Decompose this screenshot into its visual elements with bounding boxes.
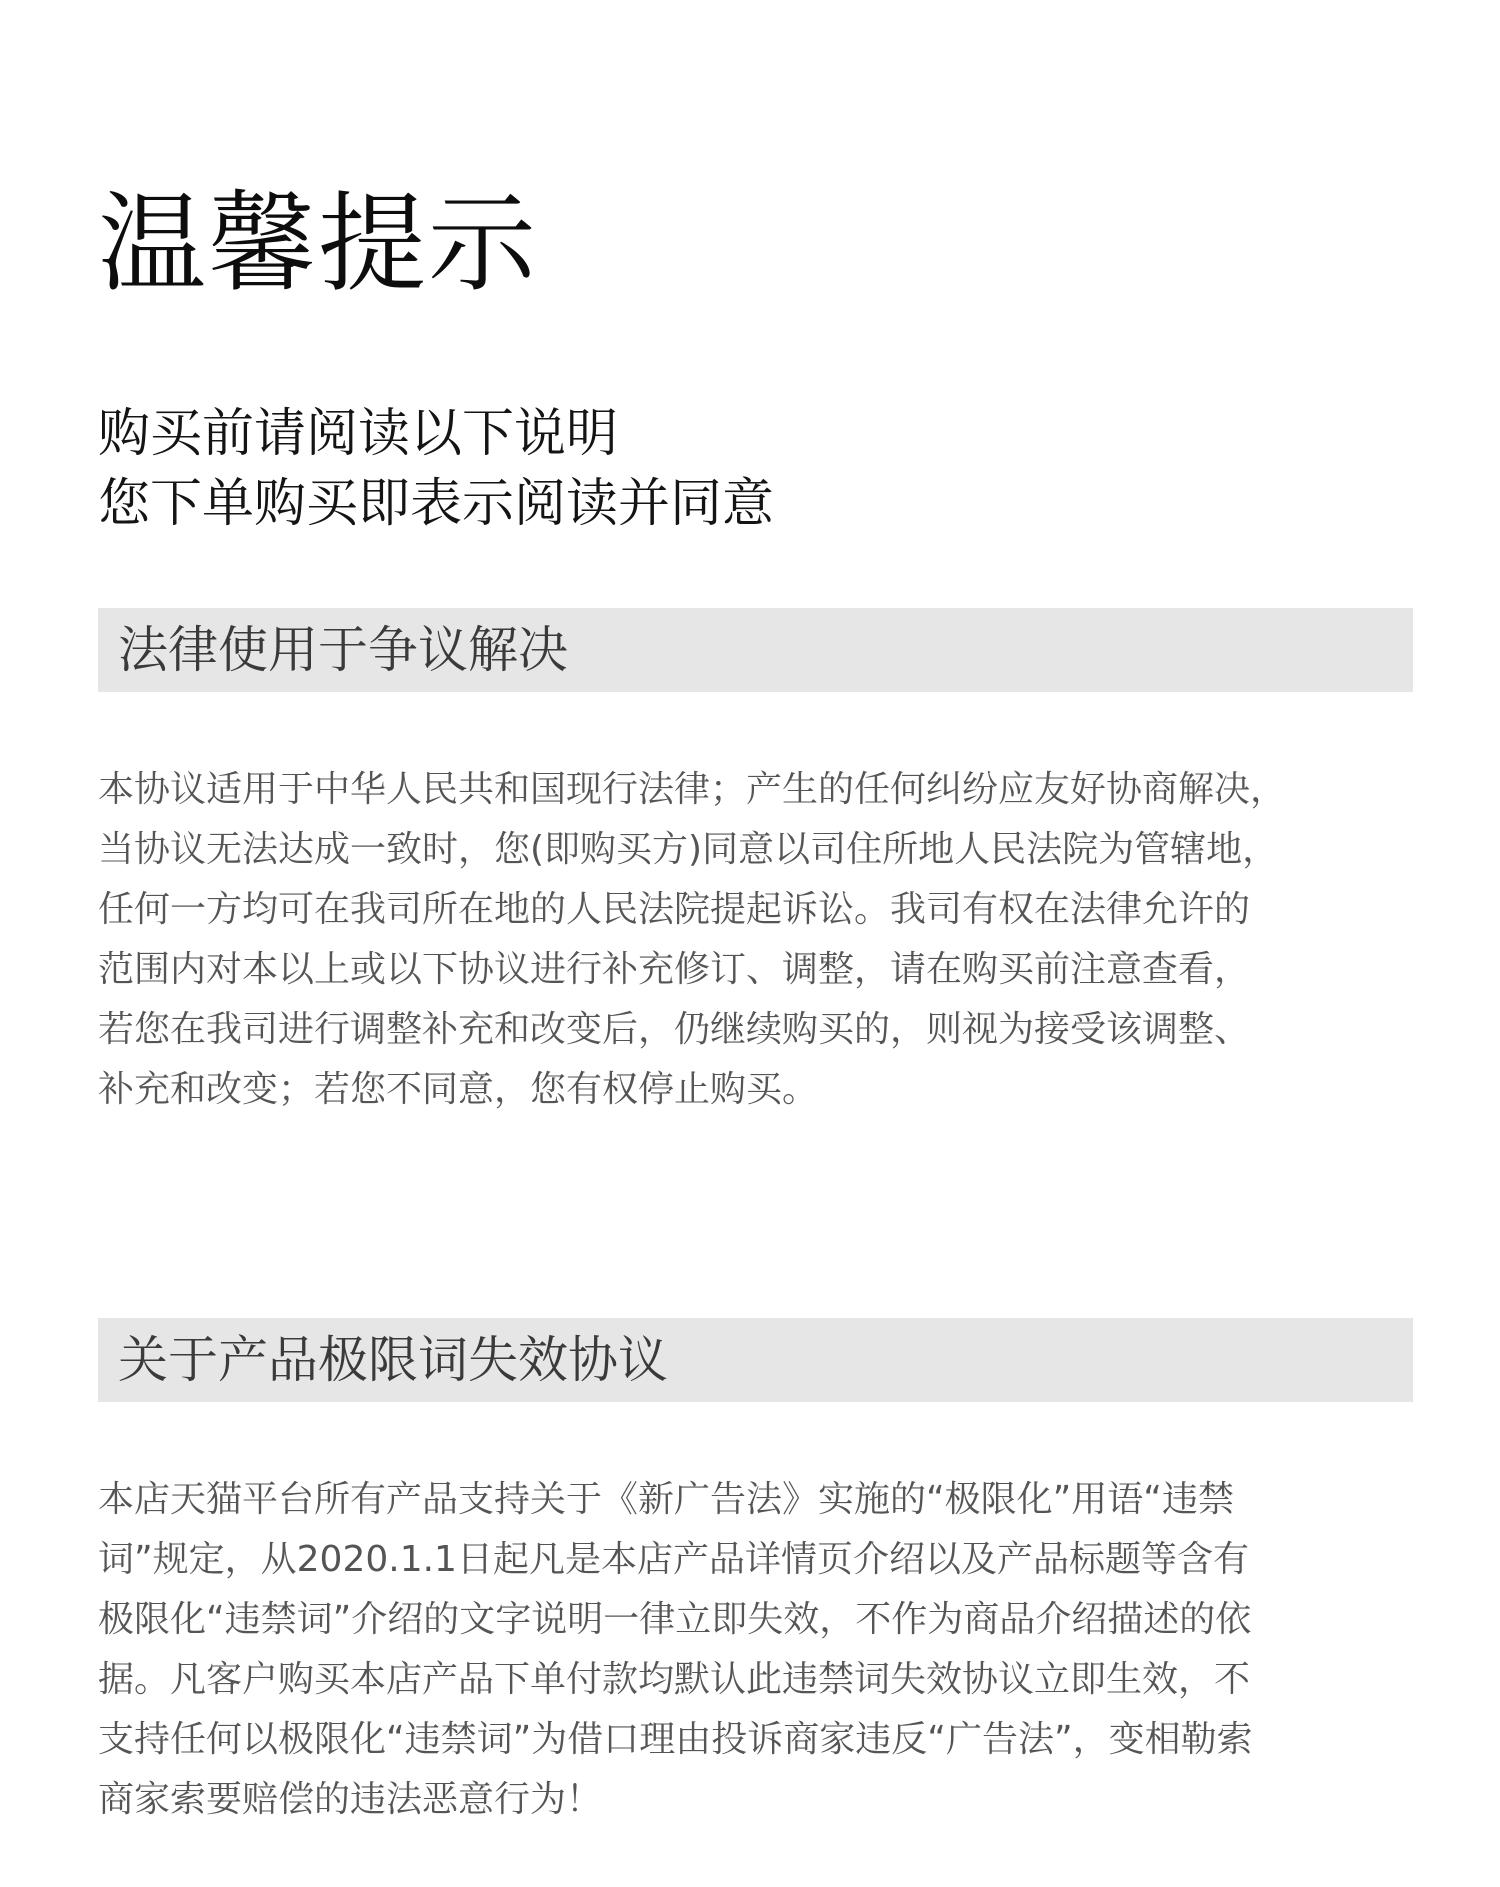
paragraph-line: 据。凡客户购买本店产品下单付款均默认此违禁词失效协议立即生效，不 [98, 1659, 1251, 1700]
paragraph-line: 支持任何以极限化“违禁词”为借口理由投诉商家违反“广告法”，变相勒索 [98, 1719, 1253, 1760]
section-header-legal [98, 608, 1413, 692]
paragraph-line: 本店天猫平台所有产品支持关于《新广告法》实施的“极限化”用语“违禁 [98, 1479, 1234, 1520]
section-body-extreme-words [98, 1470, 1428, 1830]
paragraph-line: 范围内对本以上或以下协议进行补充修订、调整，请在购买前注意查看， [98, 949, 1251, 990]
paragraph-line: 任何一方均可在我司所在地的人民法院提起诉讼。我司有权在法律允许的 [98, 889, 1251, 930]
section-body-legal [98, 760, 1428, 1120]
section-heading-legal: 法律使用于争议解决 [118, 621, 568, 679]
paragraph-line: 极限化“违禁词”介绍的文字说明一律立即失效，不作为商品介绍描述的依 [98, 1599, 1252, 1640]
paragraph-line: 词”规定，从2020.1.1日起凡是本店产品详情页介绍以及产品标题等含有 [98, 1539, 1249, 1580]
page-title: 温馨提示 [98, 182, 539, 307]
paragraph-line: 商家索要赔偿的违法恶意行为！ [98, 1779, 603, 1820]
paragraph-line: 当协议无法达成一致时，您(即购买方)同意以司住所地人民法院为管辖地， [98, 829, 1279, 870]
subtitle-line-2: 您下单购买即表示阅读并同意 [98, 474, 775, 534]
paragraph-line: 补充和改变；若您不同意，您有权停止购买。 [98, 1069, 819, 1110]
subtitle-line-1: 购买前请阅读以下说明 [98, 404, 619, 464]
paragraph-line: 若您在我司进行调整补充和改变后，仍继续购买的，则视为接受该调整、 [98, 1009, 1251, 1050]
section-header-extreme-words [98, 1318, 1413, 1402]
section-heading-extreme-words: 关于产品极限词失效协议 [118, 1331, 668, 1389]
paragraph-line: 本协议适用于中华人民共和国现行法律；产生的任何纠纷应友好协商解决， [98, 769, 1287, 810]
